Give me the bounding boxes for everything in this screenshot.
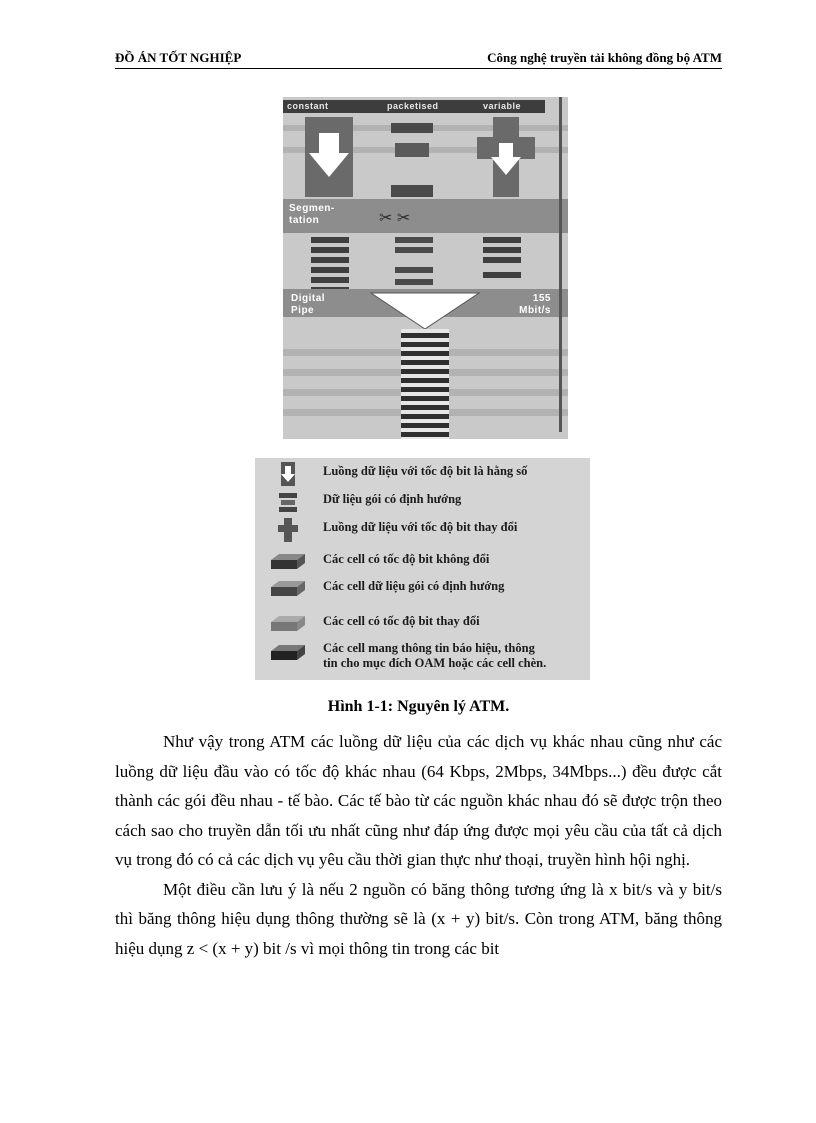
figure-caption: Hình 1-1: Nguyên lý ATM.	[327, 698, 510, 715]
label-constant: constant	[287, 101, 329, 111]
diagram-graphic	[283, 97, 568, 439]
header-left-title: ĐỒ ÁN TỐT NGHIỆP	[115, 50, 242, 65]
scissors-icon: ✂ ✂	[379, 210, 411, 227]
legend-item	[255, 516, 590, 544]
legend-item	[255, 460, 590, 488]
packet-data-icon	[265, 490, 309, 514]
legend-text: tin cho mục đích OAM hoặc các cell chèn.	[323, 656, 547, 670]
signaling-cell-icon	[265, 641, 309, 665]
legend-text: Các cell dữ liệu gói có định hướng	[323, 579, 505, 593]
header-right-title: Công nghệ truyền tải không đồng bộ ATM	[487, 50, 722, 65]
constant-stream-icon	[265, 462, 309, 486]
legend-text: Các cell có tốc độ bit không đổi	[323, 552, 490, 566]
multiplexed-cell-stream	[401, 329, 449, 439]
legend-text: Luồng dữ liệu với tốc độ bit thay đổi	[323, 520, 518, 534]
legend-item	[255, 488, 590, 516]
packet-block	[395, 143, 429, 157]
packet-block	[391, 185, 433, 197]
segmented-cells-column	[395, 237, 433, 285]
figure-legend	[255, 458, 590, 680]
paragraph: Một điều cần lưu ý là nếu 2 nguồn có băng thông tương ứng là x bit/s và y bit/s thì băng thông hiệu dụng thông thường sẽ là (x + y) bit/s. Còn trong ATM, băng thông hiệu dụng z < (x + y) bit /s vì mọi thông tin trong các bit	[115, 879, 722, 958]
legend-text: Dữ liệu gói có định hướng	[323, 492, 462, 506]
packet-block	[391, 123, 433, 133]
body-text	[115, 727, 722, 963]
legend-item	[255, 548, 590, 576]
paragraph: Như vậy trong ATM các luồng dữ liệu của các dịch vụ khác nhau cũng như các luồng dữ liệu đầu vào có tốc độ khác nhau (64 Kbps, 2Mbps, 34Mbps...) đều được cắt thành các gói đều nhau - tế bào. Các tế bào từ các nguồn khác nhau đó sẽ được trộn theo cách sao cho truyền dẫn tối ưu nhất cũng như đáp ứng được mọi yêu cầu của tất cả dịch vụ trong đó có cả các dịch vụ yêu cầu thời gian thực như thoại, truyền hình hội nghị.	[115, 732, 722, 869]
legend-text: Các cell mang thông tin báo hiệu, thông	[323, 641, 535, 655]
segmented-cells-column	[483, 237, 521, 278]
atm-principle-diagram	[283, 97, 568, 439]
legend-item	[255, 610, 590, 638]
label-packetised: packetised	[387, 101, 439, 111]
diagram-border	[559, 97, 562, 432]
variable-stream-icon	[265, 518, 309, 542]
variable-cell-icon	[265, 612, 309, 636]
legend-text: Các cell có tốc độ bit thay đổi	[323, 614, 480, 628]
constant-cell-icon	[265, 550, 309, 574]
label-rate: 155 Mbit/s	[519, 293, 551, 316]
legend-item	[255, 639, 590, 679]
label-digital-pipe: Digital Pipe	[291, 293, 326, 316]
legend-text: Luồng dữ liệu với tốc độ bit là hằng số	[323, 464, 528, 478]
packet-cell-icon	[265, 577, 309, 601]
segmented-cells-column	[311, 237, 349, 293]
label-variable: variable	[483, 101, 522, 111]
legend-item	[255, 575, 590, 603]
page-header	[115, 50, 722, 69]
label-segmentation: Segmen-tation	[289, 203, 335, 226]
